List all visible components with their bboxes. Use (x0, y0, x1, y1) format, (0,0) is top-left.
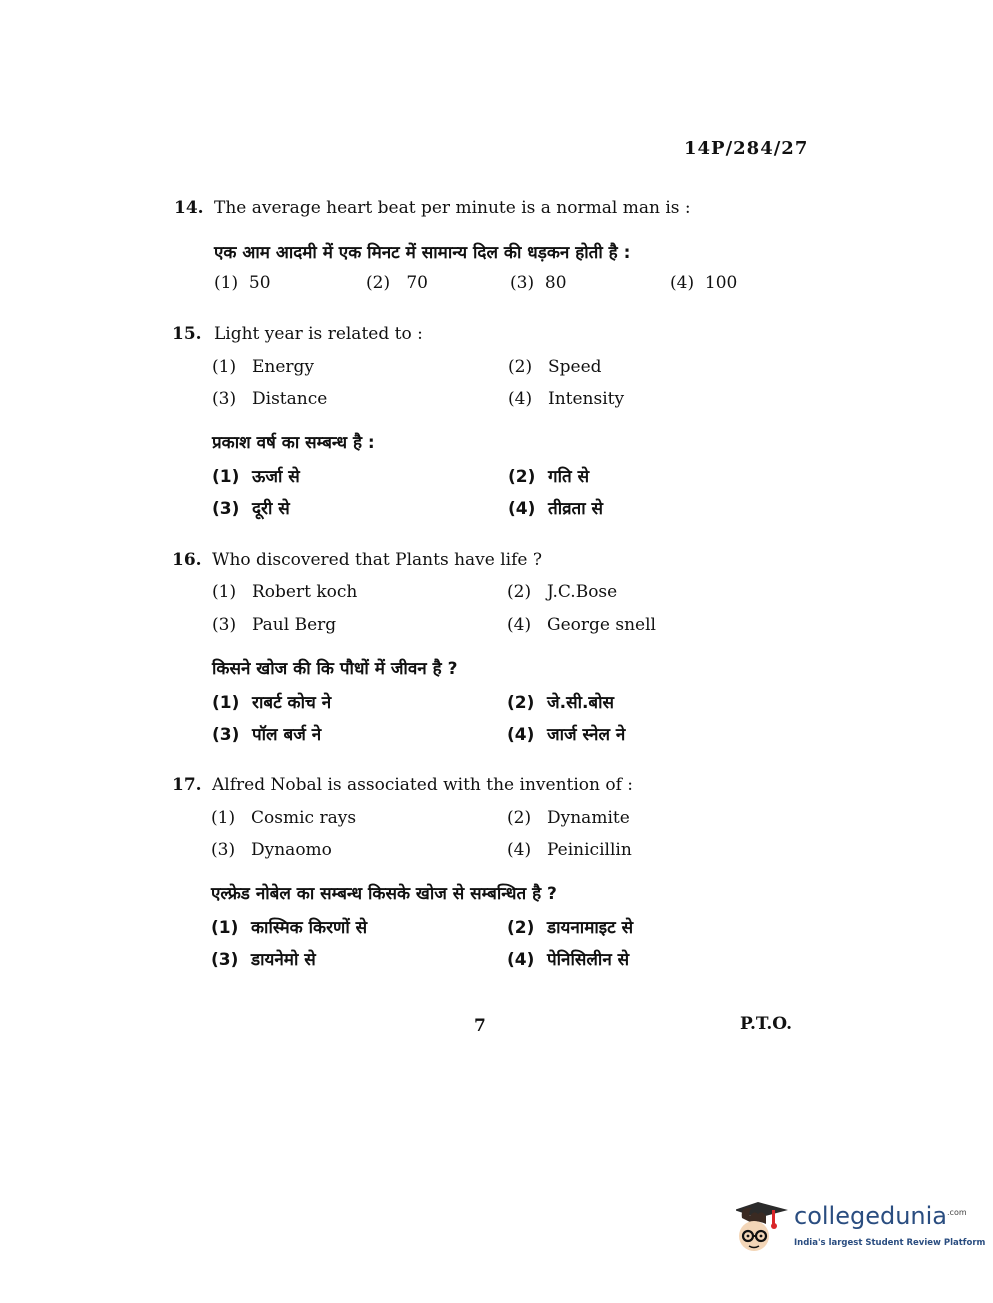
option-number: (2) (508, 357, 533, 377)
option (507, 615, 656, 635)
question-text-en: Alfred Nobal is associated with the invention of : (212, 775, 634, 795)
option-number: (2) (508, 467, 536, 487)
option (507, 915, 633, 938)
option-number: (1) (211, 918, 239, 938)
option (507, 722, 625, 745)
option (211, 808, 356, 828)
option-number: (4) (507, 840, 532, 860)
option-number: (4) (507, 950, 535, 970)
question-number: 16. (172, 550, 202, 570)
option-number: (3) (211, 840, 236, 860)
question-text-hi: प्रकाश वर्ष का सम्बन्ध है : (212, 433, 375, 453)
option-text: ऊर्जा से (252, 467, 300, 487)
option (510, 273, 567, 293)
page-number: 7 (474, 1016, 486, 1036)
option (670, 273, 737, 293)
option-text: डायनेमो से (251, 950, 316, 970)
option-text: जार्ज स्नेल ने (547, 725, 626, 745)
option-text: राबर्ट कोच ने (252, 693, 332, 713)
option (212, 389, 327, 409)
option-number: (3) (212, 615, 237, 635)
option (214, 273, 271, 293)
option-text: तीव्रता से (548, 499, 604, 519)
option-number: (4) (507, 615, 532, 635)
question-text-en: The average heart beat per minute is a normal man is : (214, 198, 691, 218)
option-number: (4) (508, 389, 533, 409)
option (212, 722, 321, 745)
option-number: (2) (507, 918, 535, 938)
option-text: गति से (548, 467, 590, 487)
option-number: (3) (212, 725, 240, 745)
option (507, 840, 632, 860)
option-text: J.C.Bose (547, 582, 618, 602)
option (212, 615, 336, 635)
watermark-name (794, 1202, 967, 1230)
question-number: 14. (174, 198, 204, 218)
option (507, 690, 614, 713)
option (211, 915, 367, 938)
option-number: (2) (366, 273, 391, 293)
option-text: डायनामाइट से (547, 918, 634, 938)
option-text: Cosmic rays (251, 808, 357, 828)
option (508, 357, 602, 377)
option-number: (3) (212, 499, 240, 519)
graduate-mascot-icon (736, 1196, 792, 1258)
option-text: 50 (248, 273, 271, 293)
option (212, 690, 331, 713)
question-text-en: Light year is related to : (214, 324, 423, 344)
question-text-en: Who discovered that Plants have life ? (212, 550, 542, 570)
option (507, 808, 630, 828)
option (508, 496, 603, 519)
option-text: 80 (544, 273, 567, 293)
option-text: George snell (547, 615, 656, 635)
option (507, 947, 629, 970)
option-number: (3) (510, 273, 535, 293)
question-number: 17. (172, 775, 202, 795)
watermark-name-text: collegedunia (794, 1202, 948, 1230)
option-text: 70 (406, 273, 428, 293)
option-text: Distance (252, 389, 328, 409)
option (508, 389, 624, 409)
option-text: Dynamite (547, 808, 630, 828)
option-text: पेनिसिलीन से (547, 950, 630, 970)
option-number: (4) (508, 499, 536, 519)
option-number: (4) (670, 273, 695, 293)
option (211, 947, 316, 970)
option-number: (3) (212, 389, 237, 409)
option-text: Dynaomo (251, 840, 332, 860)
option-number: (2) (507, 693, 535, 713)
question-number: 15. (172, 324, 202, 344)
paper-code: 14P/284/27 (684, 138, 809, 159)
option-text: Intensity (548, 389, 625, 409)
option-number: (2) (507, 582, 532, 602)
option-text: पॉल बर्ज ने (252, 725, 322, 745)
option-number: (1) (212, 693, 240, 713)
option-text: 100 (704, 273, 738, 293)
option (211, 840, 332, 860)
option (212, 496, 290, 519)
option (507, 582, 617, 602)
option-number: (3) (211, 950, 239, 970)
option (366, 273, 428, 293)
option (212, 357, 314, 377)
collegedunia-watermark (736, 1196, 986, 1264)
option-number: (1) (211, 808, 236, 828)
option-text: कास्मिक किरणों से (251, 918, 368, 938)
option-number: (2) (507, 808, 532, 828)
option-text: Paul Berg (252, 615, 337, 635)
option-number: (1) (212, 582, 237, 602)
option-number: (1) (214, 273, 239, 293)
option-number: (1) (212, 357, 237, 377)
option-number: (4) (507, 725, 535, 745)
option-text: Speed (548, 357, 602, 377)
option (212, 582, 357, 602)
option (212, 464, 300, 487)
option-text: दूरी से (252, 499, 290, 519)
watermark-suffix: .com (947, 1208, 967, 1217)
watermark-tagline: India's largest Student Review Platform (794, 1238, 986, 1248)
pto-label: P.T.O. (740, 1014, 792, 1034)
option-text: Peinicillin (547, 840, 632, 860)
option-text: Robert koch (252, 582, 358, 602)
question-text-hi: एल्फ्रेड नोबेल का सम्बन्ध किसके खोज से सम्बन्धित है ? (211, 884, 557, 904)
question-text-hi: किसने खोज की कि पौधों में जीवन है ? (212, 659, 458, 679)
option-number: (1) (212, 467, 240, 487)
option (508, 464, 589, 487)
question-text-hi: एक आम आदमी में एक मिनट में सामान्य दिल की धड़कन होती है : (214, 243, 631, 263)
option-text: जे.सी.बोस (547, 693, 615, 713)
option-text: Energy (252, 357, 315, 377)
